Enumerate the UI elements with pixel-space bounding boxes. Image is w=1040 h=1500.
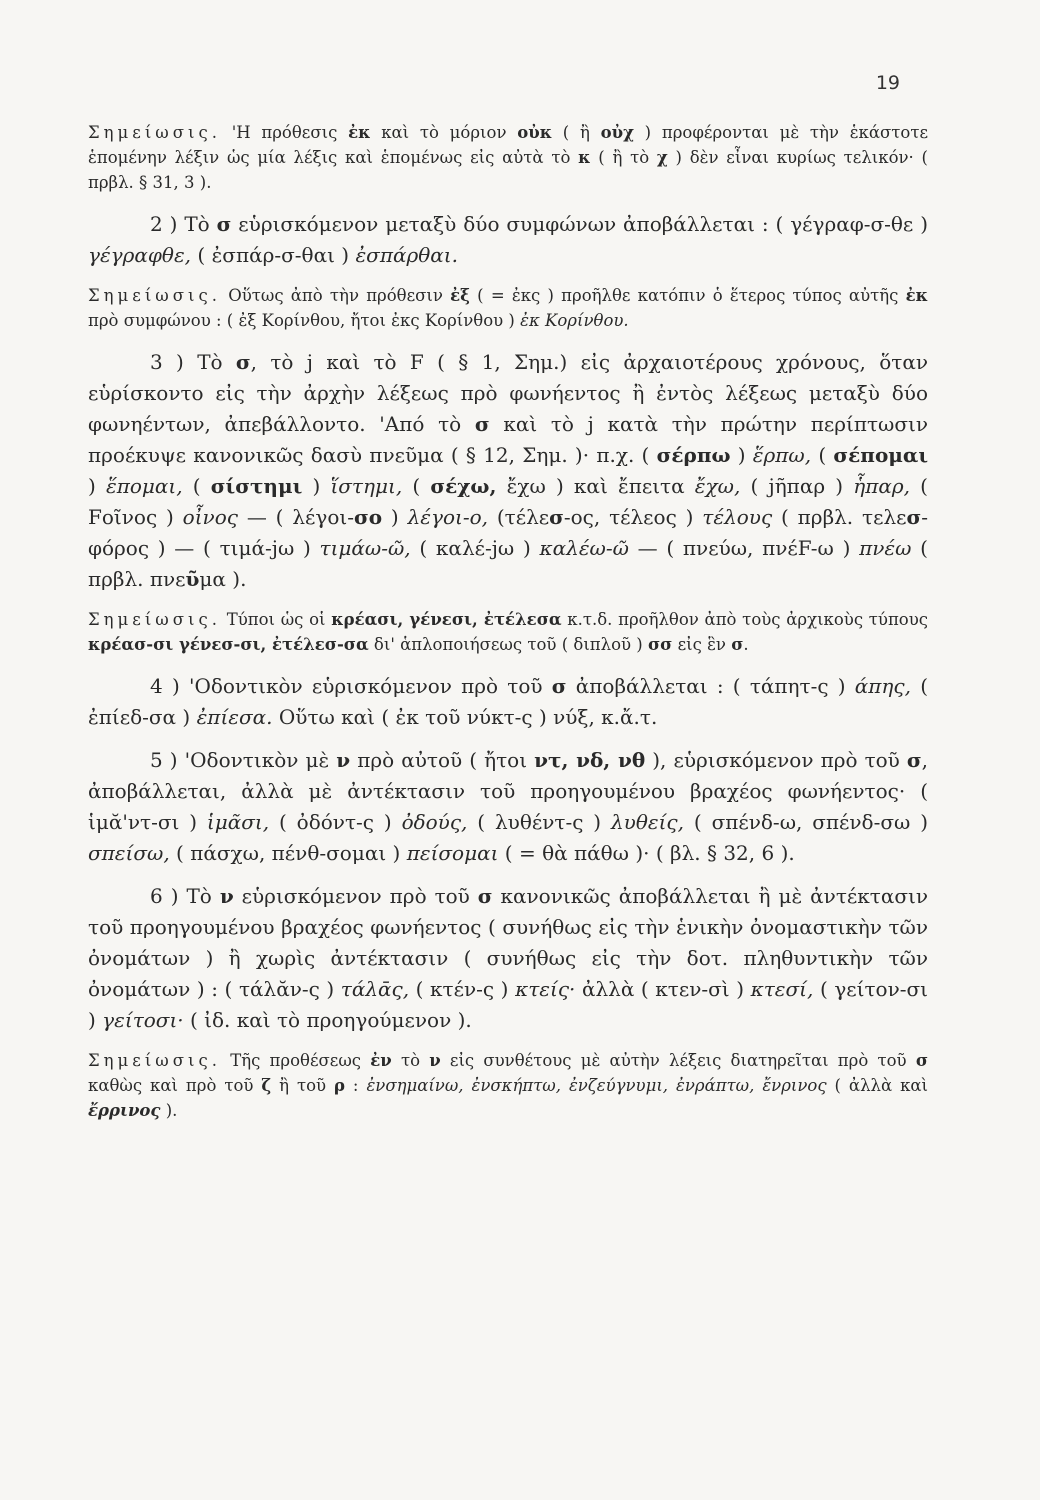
text-segment: σ [906,505,922,529]
text-segment: ) προφέρονται μὲ τὴν ἑκάστοτε ἑπομένην λέξιν ὡς μία λέξις καὶ ἑπομένως εἰς αὐτὰ τὸ [88,123,929,167]
text-segment: Τύποι ὡς οἱ [220,610,332,629]
text-segment: ) [730,443,753,467]
text-segment: ( ἐσπάρ-σ-θαι ) [191,243,356,267]
text-segment: ρ [333,1076,345,1095]
text-segment: ( = θὰ πάθω )· ( βλ. § 32, 6 ). [498,841,795,865]
text-segment: σο [353,505,383,529]
text-segment: ἢ τοῦ [271,1076,334,1095]
text-segment: σ [915,1051,928,1070]
text-segment: γέγραφθε, [88,243,192,267]
text-segment: Οὕτως ἀπὸ τὴν πρόθεσιν [220,286,451,305]
text-segment: 'Η πρόθεσις [220,123,349,142]
text-segment: 4 ) 'Οδοντικὸν εὑρισκόμενον πρὸ τοῦ [150,674,552,698]
text-segment: ἐνσημαίνω, ἐνσκήπτω, ἐνζεύγνυμι, ἐνράπτω, ἔνρινος [366,1076,827,1095]
text-segment: τιμάω-ῶ, [319,536,411,560]
text-segment: 6 ) Τὸ [150,884,220,908]
text-segment: ( ἐπίεδ-σα ) [88,674,929,729]
text-segment: Τῆς προθέσεως [220,1051,371,1070]
note-paragraph [88,283,928,333]
text-segment: ἕπομαι, [105,474,183,498]
text-segment: τέλους [702,505,773,529]
text-segment: κ [578,148,591,167]
text-segment: καὶ τὸ j κατὰ τὴν πρώτην περίπτωσιν προέκυψε κανονικῶς δασὺ πνεῦμα ( § 12, Σημ. )· π.χ. ( [88,412,928,467]
text-segment: ἐσπάρθαι. [355,243,458,267]
text-segment: σ [731,635,744,654]
text-segment: ἧπαρ, [853,474,910,498]
text-segment: χ [656,148,668,167]
text-segment: — ( πνεύω, πνέF-ω ) [628,536,860,560]
text-segment: -ος, τέλεος ) [563,505,703,529]
text-segment: ῦ [185,567,200,591]
text-segment: 2 ) Τὸ [150,212,217,236]
text-segment: οἶνος [182,505,238,529]
text-segment: κτείς· [515,977,576,1001]
text-segment: άπης, [854,674,911,698]
text-segment: ἔχω, [694,474,741,498]
text-segment: ἐξ [450,286,470,305]
text-segment: ἕρπω, [752,443,812,467]
note-paragraph [88,607,928,657]
text-segment: ὀδούς, [401,810,468,834]
text-segment: ( καλέ-jω ) [410,536,540,560]
text-segment: σ [477,884,493,908]
text-segment: ), εὑρισκόμενον πρὸ τοῦ [645,748,907,772]
text-segment: εἰς συνθέτους μὲ αὐτὴν λέξεις διατηρεῖται πρὸ τοῦ [440,1051,916,1070]
text-segment: ( γείτον-σι ) [88,977,929,1032]
text-segment: κτεσί, [750,977,814,1001]
text-segment: ( ἢ τὸ [590,148,657,167]
text-segment: ν [336,748,351,772]
text-segment: καλέω-ῶ [539,536,629,560]
text-segment: ἀλλὰ ( κτεν-σὶ ) [575,977,751,1001]
text-segment: τάλᾱς, [340,977,410,1001]
text-segment: , ἀποβάλλεται, ἀλλὰ μὲ ἀντέκτασιν τοῦ προηγουμένου βραχέος φωνήεντος· ( ἱμᾰ'ντ-σι ) [88,748,929,834]
text-segment: εὑρισκόμενον μεταξὺ δύο συμφώνων ἀποβάλλεται : ( γέγραφ-σ-θε ) [231,212,929,236]
text-segment: ( = ἐκς ) προῆλθε κατόπιν ὁ ἕτερος τύπος αὐτῆς [469,286,906,305]
note-paragraph [88,120,928,195]
text-segment: λυθείς, [610,810,684,834]
text-segment: γείτοσι· [102,1008,184,1032]
text-segment: καθὼς καὶ πρὸ τοῦ [88,1076,262,1095]
text-segment: οὐχ [600,123,634,142]
text-segment: ( ὀδόντ-ς ) [269,810,402,834]
text-segment: ( [402,474,431,498]
text-segment: ) δὲν εἶναι κυρίως τελικόν· ( πρβλ. § 31, 3 ). [88,148,928,192]
text-segment: 5 ) 'Οδοντικὸν μὲ [150,748,337,772]
rule-paragraph [88,671,928,733]
text-segment: σ [906,748,922,772]
text-segment: σ [474,412,490,436]
text-segment: — ( λέγοι- [237,505,354,529]
text-segment: ( κτέν-ς ) [409,977,516,1001]
text-segment: σ [549,505,564,529]
rule-paragraph [88,881,928,1036]
text-segment: ἐν [370,1051,392,1070]
text-segment: ν [219,884,234,908]
text-segment: δι' ἁπλοποιήσεως τοῦ ( διπλοῦ ) [368,635,648,654]
rule-paragraph [88,745,928,869]
rule-paragraph [88,347,928,595]
text-segment: σέρπω [656,443,731,467]
text-segment: ) [88,474,106,498]
text-segment: ( jῆπαρ ) [740,474,854,498]
text-segment: ( πρβλ. πνε [88,536,928,591]
text-segment: , τὸ j καὶ τὸ F ( § 1, Σημ.) εἰς ἀρχαιοτέρους χρόνους, ὅταν εὑρίσκοντο εἰς τὴν ἀρχὴν λέξεως πρὸ φωνήεντος ἢ ἐντὸς λέξεως μεταξὺ δύο φωνηέντων, ἀπεβάλλοντο. 'Από τὸ [88,350,928,436]
text-segment: : [344,1076,367,1095]
text-segment: ) [382,505,408,529]
text-segment: Οὕτω καὶ ( ἐκ τοῦ νύκτ-ς ) νύξ, κ.ἄ.τ. [272,705,658,729]
text-segment: -φόρος ) — ( τιμά-jω ) [88,505,928,560]
text-segment: ( πρβλ. τελε [772,505,907,529]
text-segment: ( πάσχω, πένθ-σομαι ) [169,841,407,865]
text-segment: σίστημι [210,474,303,498]
note-paragraph [88,1048,928,1123]
text-segment: πρὸ αὐτοῦ ( ἤτοι [350,748,535,772]
text-segment: ( Fοῖνος ) [88,474,928,529]
text-segment: (τέλε [487,505,550,529]
text-segment: ἀποβάλλεται : ( τάπητ-ς ) [566,674,855,698]
text-segment: σσ [647,635,673,654]
text-segment: λέγοι-ο, [407,505,488,529]
text-segment: πρὸ συμφώνου : ( ἐξ Κορίνθου, ἤτοι ἐκς Κορίνθου ) [88,311,521,330]
text-segment: σ [235,350,251,374]
note-label: Σημείωσις. [88,286,221,305]
text-segment: ( σπένδ-ω, σπένδ-σω ) [684,810,929,834]
text-segment: ντ, νδ, νθ [534,748,646,772]
text-segment: ἔχω ) καὶ ἔπειτα [496,474,695,498]
text-segment: μα ). [199,567,247,591]
text-segment: σέπομαι [833,443,928,467]
text-segment: ). [160,1101,178,1120]
text-segment: σπείσω, [88,841,170,865]
text-segment: ἱμᾶσι, [206,810,270,834]
text-segment: ( ἢ [552,123,601,142]
text-segment: καὶ τὸ μόριον [370,123,518,142]
text-segment: ν [429,1051,441,1070]
text-segment: σ [551,674,567,698]
text-segment: τὸ [391,1051,430,1070]
note-label: Σημείωσις. [88,610,221,629]
text-segment: πνέω [859,536,912,560]
text-segment: ( [182,474,211,498]
text-segment: κρέασι, γένεσι, ἐτέλεσα [331,610,562,629]
text-segment: ἐπίεσα. [196,705,273,729]
text-segment: ) [302,474,331,498]
rule-paragraph [88,209,928,271]
text-segment: ( [811,443,834,467]
text-segment: ἐκ Κορίνθου. [520,311,629,330]
text-segment: κρέασ-σι γένεσ-σι, ἐτέλεσ-σα [88,635,369,654]
text-segment: εἰς ἓν [672,635,732,654]
text-segment: ἐκ [905,286,928,305]
text-segment: ἐκ [348,123,371,142]
text-segment: ( ἀλλὰ καὶ [826,1076,928,1095]
text-segment: εὑρισκόμενον πρὸ τοῦ [233,884,478,908]
text-segment: ἔρρινος [88,1101,161,1120]
text-segment: ( λυθέντ-ς ) [467,810,611,834]
note-label: Σημείωσις. [88,1051,221,1070]
text-segment: ἵστημι, [330,474,403,498]
text-segment: πείσομαι [406,841,499,865]
text-segment: σέχω, [430,474,497,498]
text-segment: 3 ) Τὸ [150,350,236,374]
text-segment: κ.τ.δ. προῆλθον ἀπὸ τοὺς ἀρχικοὺς τύπους [561,610,928,629]
text-body [88,120,928,1137]
text-segment: σ [216,212,232,236]
text-segment: οὐκ [517,123,553,142]
note-label: Σημείωσις. [88,123,221,142]
text-segment: ζ [261,1076,272,1095]
text-segment: ( ἰδ. καὶ τὸ προηγούμενον ). [183,1008,472,1032]
text-segment: . [743,635,749,654]
page-number: 19 [875,72,900,94]
text-segment: κανονικῶς ἀποβάλλεται ἢ μὲ ἀντέκτασιν τοῦ προηγουμένου βραχέος φωνήεντος ( συνήθως εἰς τὴν ἑνικὴν ὀνομαστικὴν τῶν ὀνομάτων ) ἢ χωρὶς ἀντέκτασιν ( συνήθως εἰς τὴν δοτ. πληθυντικὴν τῶν ὀνομάτων ) : ( τάλᾰν-ς ) [88,884,928,1001]
